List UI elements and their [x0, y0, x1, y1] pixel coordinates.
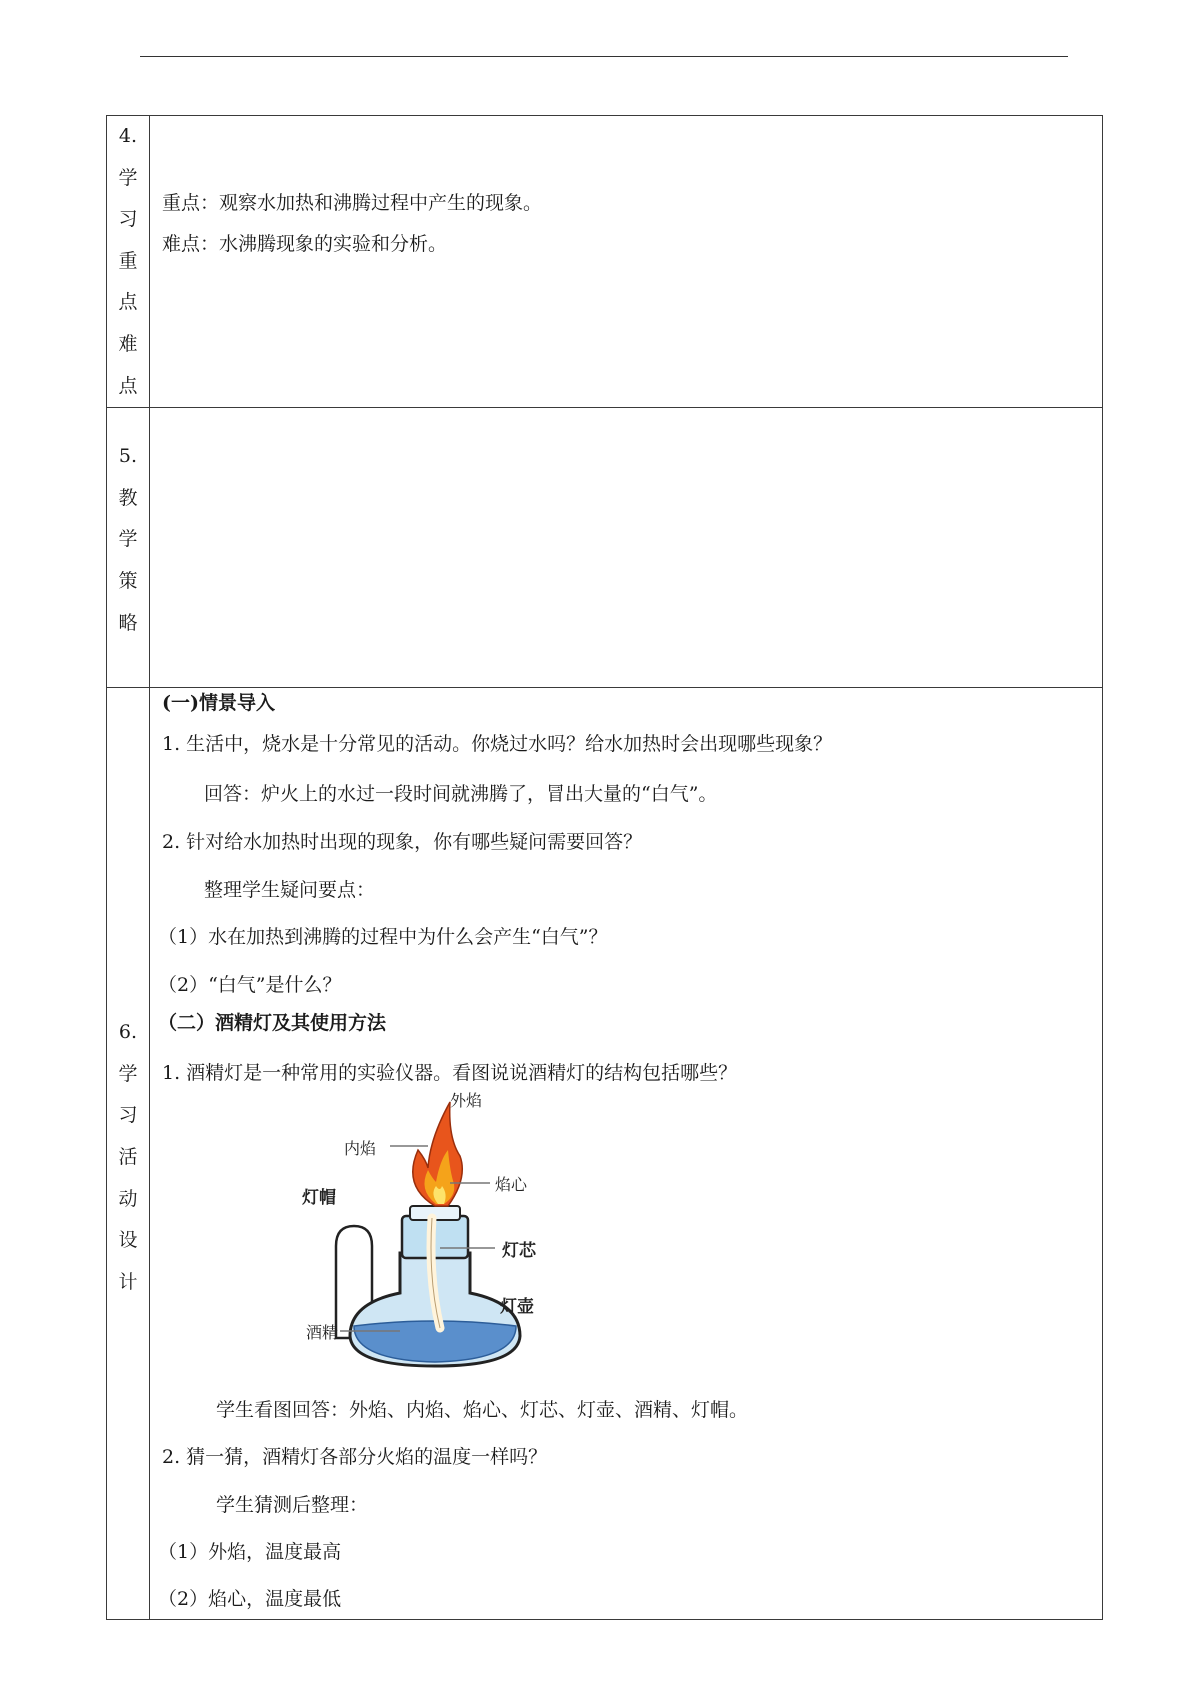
- row-label-teaching-strategy: [107, 408, 150, 688]
- question-text: 2. 针对给水加热时出现的现象，你有哪些疑问需要回答？: [162, 831, 643, 854]
- label-char: 计: [118, 1270, 138, 1293]
- label-lamp-cap: 灯帽: [302, 1188, 336, 1209]
- label-char: 习: [118, 1104, 138, 1127]
- note-text: 整理学生疑问要点：: [204, 879, 376, 902]
- label-wick: 灯芯: [502, 1241, 536, 1262]
- row-label-activity-design: [107, 688, 150, 1620]
- label-outer-flame: 外焰: [450, 1091, 483, 1111]
- label-char: 学: [118, 1062, 138, 1085]
- table-row-key-points: [107, 116, 1103, 408]
- label-char: 动: [118, 1187, 138, 1210]
- label-lamp-pot: 灯壶: [500, 1297, 534, 1318]
- label-char: 设: [118, 1229, 138, 1252]
- label-char: 策: [118, 569, 138, 592]
- label-char: 4.: [118, 125, 138, 147]
- label-char: 5.: [118, 445, 138, 468]
- question-text: 1. 酒精灯是一种常用的实验仪器。看图说说酒精灯的结构包括哪些？: [162, 1062, 738, 1085]
- alcohol-lamp-diagram: [290, 1091, 570, 1368]
- label-alcohol: 酒精: [306, 1323, 339, 1343]
- note-text: 学生猜测后整理：: [216, 1494, 369, 1517]
- key-points-content: [150, 116, 1103, 408]
- point-text: （2）“白气”是什么？: [158, 974, 342, 997]
- label-char: 活: [118, 1145, 138, 1168]
- table-row-activity-design: [107, 688, 1103, 1620]
- header-rule: [140, 56, 1068, 57]
- section-title: （二）酒精灯及其使用方法: [158, 1012, 387, 1035]
- difficulty-text: 难点：水沸腾现象的实验和分析。: [162, 233, 448, 255]
- answer-text: 学生看图回答：外焰、内焰、焰心、灯芯、灯壶、酒精、灯帽。: [216, 1399, 749, 1422]
- section-title: (一)情景导入: [162, 692, 275, 715]
- key-point-text: 重点：观察水加热和沸腾过程中产生的现象。: [162, 192, 543, 214]
- table-row-teaching-strategy: [107, 408, 1103, 688]
- point-text: （1）外焰，温度最高: [158, 1541, 342, 1564]
- teaching-strategy-content: [150, 408, 1103, 688]
- label-char: 难: [118, 332, 138, 355]
- question-text: 1. 生活中，烧水是十分常见的活动。你烧过水吗？给水加热时会出现哪些现象？: [162, 733, 833, 756]
- label-char: 点: [118, 291, 138, 314]
- label-char: 教: [118, 486, 138, 509]
- label-char: 学: [118, 166, 138, 189]
- point-text: （1）水在加热到沸腾的过程中为什么会产生“白气”？: [158, 926, 608, 949]
- label-char: 6.: [118, 1021, 138, 1044]
- label-char: 学: [118, 528, 138, 551]
- label-char: 点: [118, 374, 138, 397]
- question-text: 2. 猜一猜，酒精灯各部分火焰的温度一样吗？: [162, 1446, 548, 1469]
- label-inner-flame: 内焰: [344, 1139, 377, 1159]
- label-char: 习: [118, 208, 138, 231]
- activity-design-content: [150, 688, 1103, 1620]
- point-text: （2）焰心，温度最低: [158, 1588, 342, 1611]
- row-label-key-points: [107, 116, 150, 408]
- label-char: 略: [118, 611, 138, 634]
- label-flame-core: 焰心: [495, 1175, 528, 1195]
- answer-text: 回答：炉火上的水过一段时间就沸腾了，冒出大量的“白气”。: [204, 783, 718, 806]
- label-char: 重: [118, 249, 138, 272]
- lesson-plan-table: [106, 115, 1103, 1620]
